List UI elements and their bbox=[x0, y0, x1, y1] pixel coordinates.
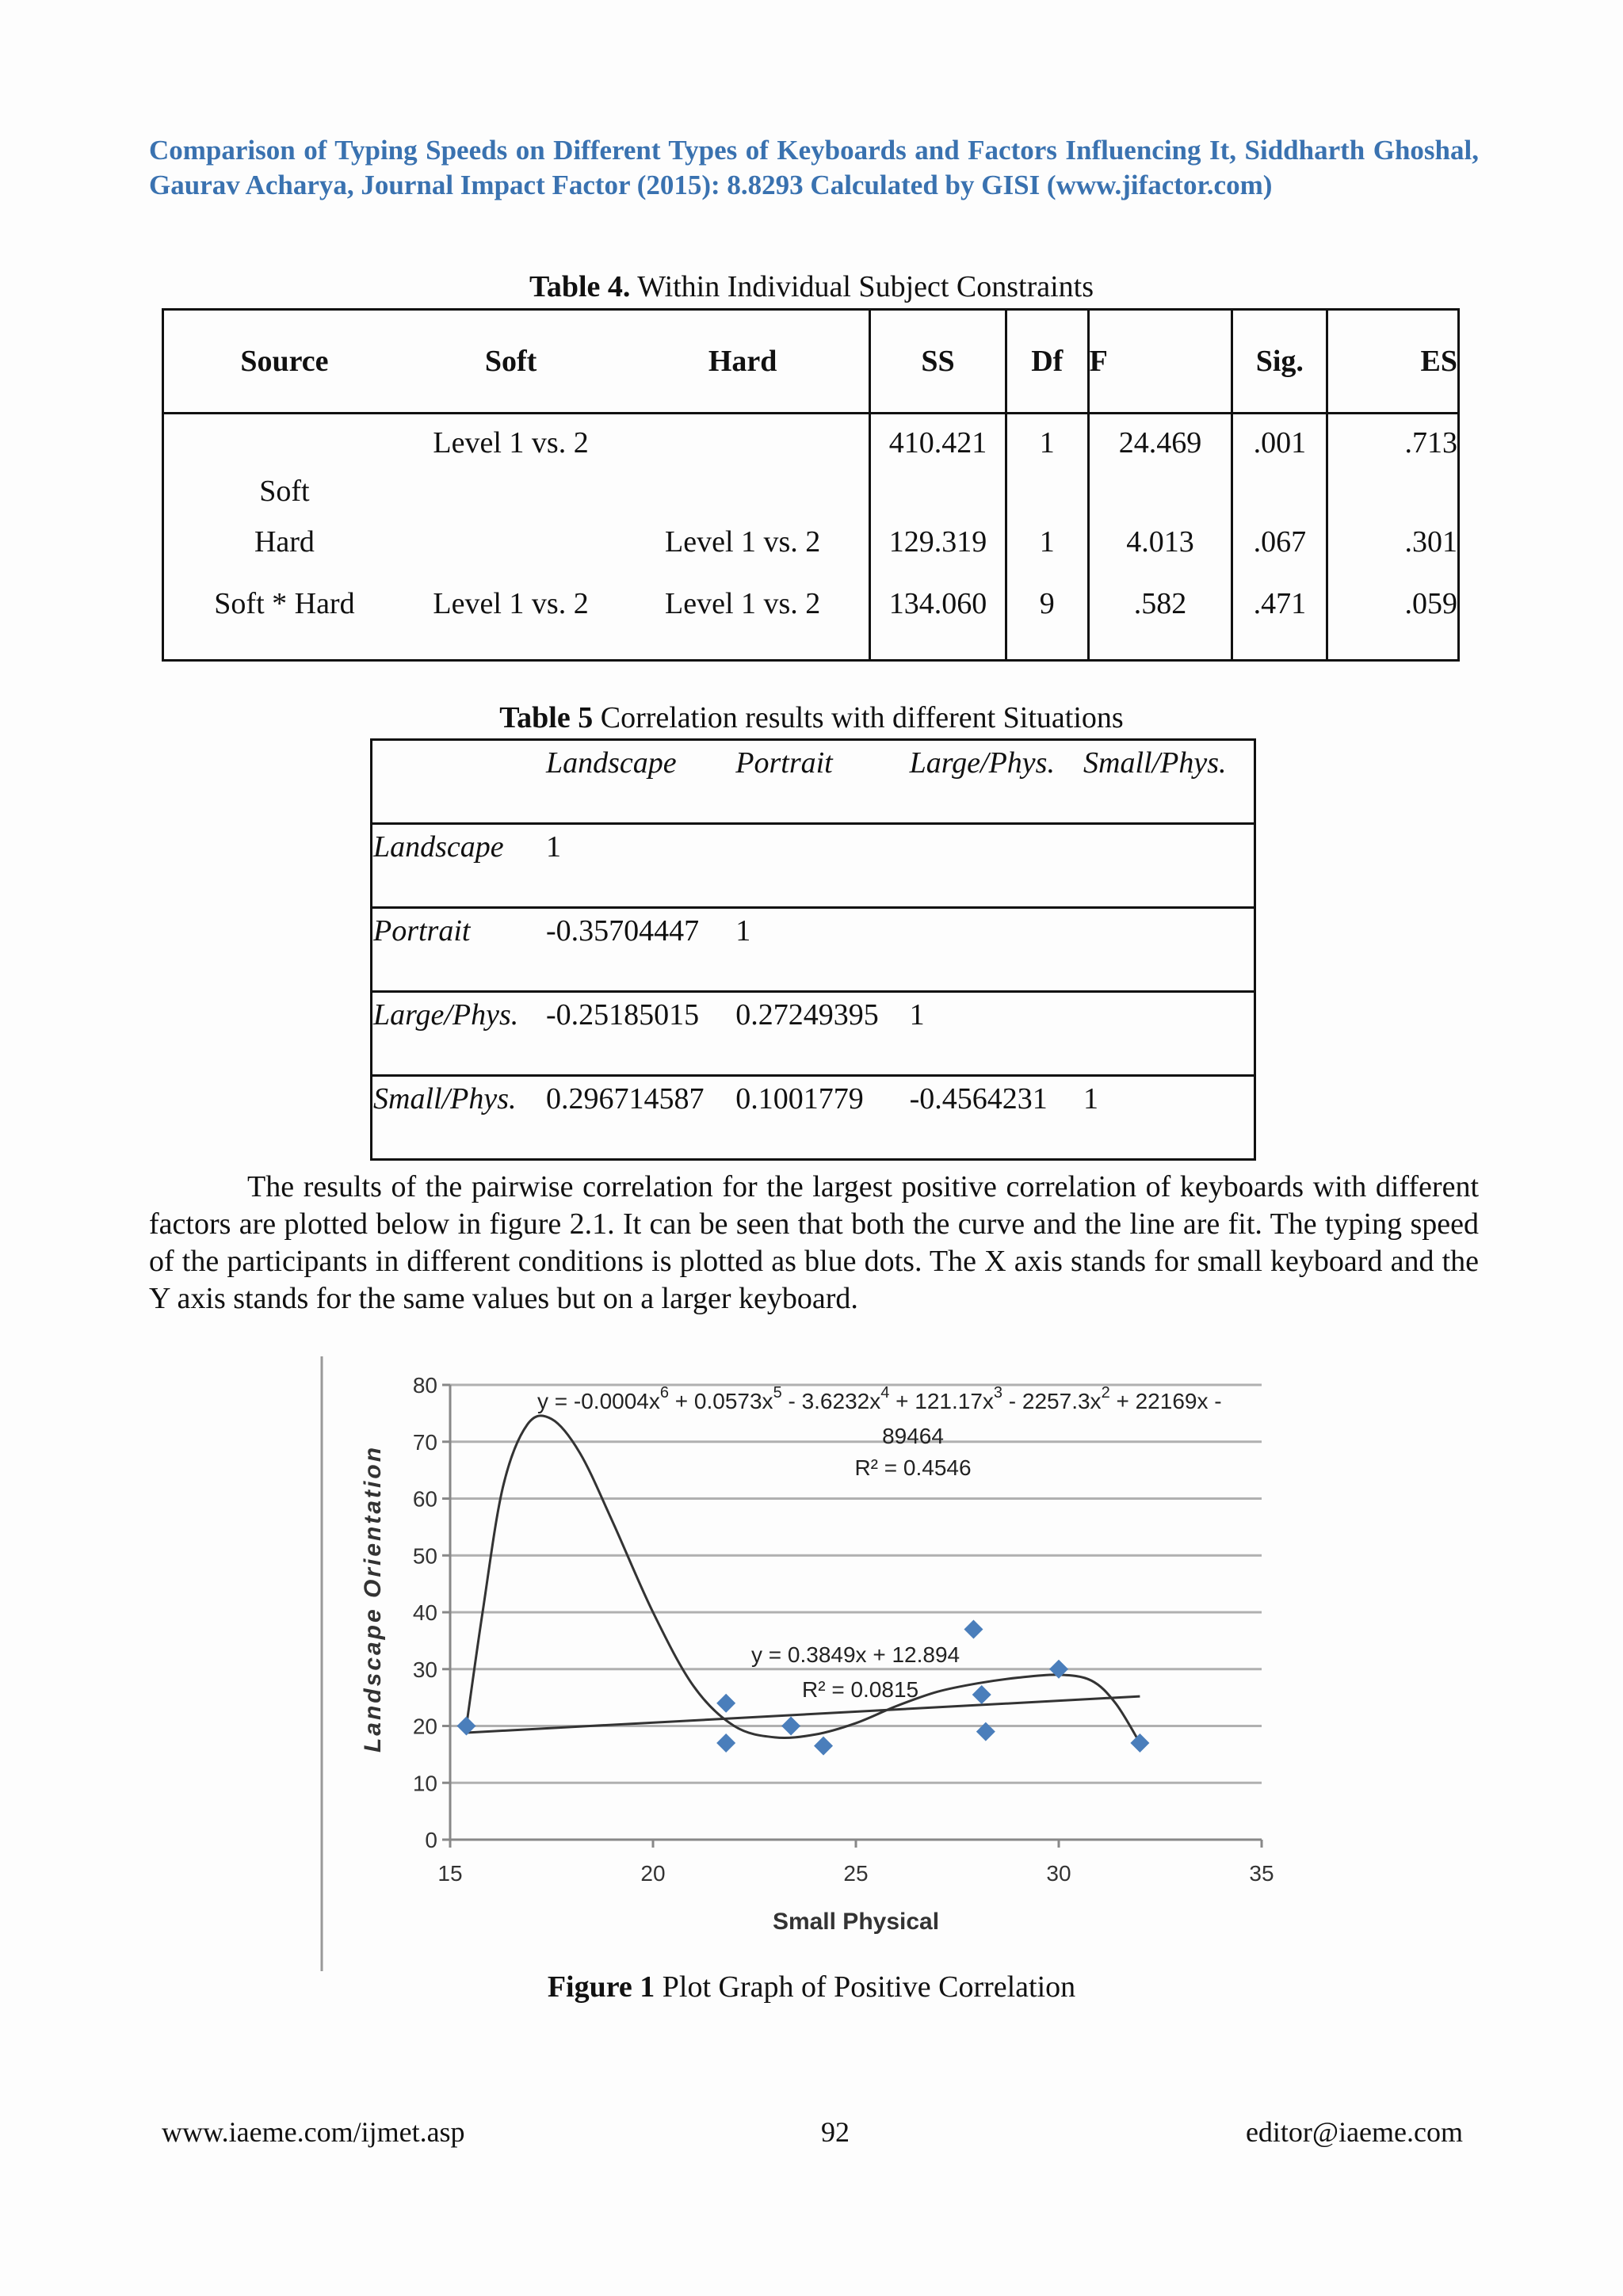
poly-equation: $y = -0.0004x^6 + 0.0573x^5 - 3.6232x^4 + 121.17x^3 - 2257.3x^2 + 22169x$ - bbox=[537, 1384, 1222, 1413]
table-cell: 1 bbox=[909, 992, 1083, 1076]
table-cell: 0.27249395 bbox=[735, 992, 908, 1076]
table-cell bbox=[735, 824, 908, 908]
y-tick-label: 70 bbox=[412, 1429, 437, 1455]
data-point bbox=[964, 1620, 983, 1639]
table4-caption-text: Within Individual Subject Constraints bbox=[637, 270, 1094, 303]
table-cell: -0.4564231 bbox=[909, 1076, 1083, 1160]
table4-header-es: ES bbox=[1327, 310, 1459, 414]
table5-row-label: Large/Phys. bbox=[373, 998, 519, 1032]
table5-header-small-phys: Small/Phys. bbox=[1083, 746, 1227, 780]
data-point bbox=[716, 1733, 735, 1753]
table5-header-large-phys: Large/Phys. bbox=[909, 746, 1055, 780]
y-tick-label: 60 bbox=[412, 1486, 437, 1512]
x-axis-label: Small Physical bbox=[772, 1909, 940, 1935]
table-cell: -0.35704447 bbox=[545, 908, 735, 992]
table4-caption-label: Table 4. bbox=[529, 270, 631, 303]
table4-header-f: F bbox=[1088, 310, 1232, 414]
table-cell: 1 bbox=[1006, 414, 1088, 524]
table-cell bbox=[405, 524, 617, 586]
table-cell: 129.319 bbox=[870, 524, 1006, 586]
figure-caption bbox=[0, 1970, 1623, 2004]
x-tick-label: 15 bbox=[437, 1861, 463, 1886]
table-cell: 1 bbox=[1006, 524, 1088, 586]
table4-header-soft: Soft bbox=[405, 310, 617, 414]
table-cell: 1 bbox=[735, 908, 908, 992]
table-cell: Level 1 vs. 2 bbox=[617, 586, 869, 661]
footer-email: editor@iaeme.com bbox=[1245, 2116, 1463, 2148]
table-cell: 134.060 bbox=[870, 586, 1006, 661]
scatter-chart bbox=[317, 1355, 1316, 1981]
table-cell: Soft bbox=[163, 414, 405, 524]
table5-row-label: Small/Phys. bbox=[373, 1082, 517, 1116]
table-cell bbox=[1083, 908, 1254, 992]
table4-header-ss: SS bbox=[870, 310, 1006, 414]
poly-r-squared: R² = 0.4546 bbox=[854, 1455, 972, 1480]
table-cell: .582 bbox=[1088, 586, 1232, 661]
table5-caption-label: Table 5 bbox=[499, 701, 594, 734]
table-cell: 0.296714587 bbox=[545, 1076, 735, 1160]
table-cell: 4.013 bbox=[1088, 524, 1232, 586]
x-tick-label: 20 bbox=[640, 1861, 666, 1886]
table-cell: Soft * Hard bbox=[163, 586, 405, 661]
table5-caption bbox=[0, 700, 1623, 735]
data-point bbox=[814, 1737, 833, 1756]
table-cell bbox=[1083, 992, 1254, 1076]
table5-caption-text: Correlation results with different Situations bbox=[600, 701, 1124, 734]
data-point bbox=[716, 1694, 735, 1713]
table-cell: .301 bbox=[1327, 524, 1459, 586]
poly-equation-constant: 89464 bbox=[882, 1424, 944, 1448]
table-cell: 1 bbox=[1083, 1076, 1254, 1160]
y-tick-label: 30 bbox=[412, 1657, 437, 1682]
table5-header-landscape: Landscape bbox=[545, 746, 677, 780]
table-cell: -0.25185015 bbox=[545, 992, 735, 1076]
y-tick-label: 40 bbox=[412, 1600, 437, 1625]
table-cell: Level 1 vs. 2 bbox=[617, 524, 869, 586]
table-cell: .471 bbox=[1232, 586, 1327, 661]
table4-header-source: Source bbox=[163, 310, 405, 414]
y-tick-label: 50 bbox=[412, 1543, 437, 1569]
footer-page-number: 92 bbox=[821, 2116, 850, 2148]
x-tick-label: 25 bbox=[843, 1861, 869, 1886]
table-cell: 9 bbox=[1006, 586, 1088, 661]
table-cell: Level 1 vs. 2 bbox=[433, 426, 589, 460]
table5-row-label: Landscape bbox=[373, 830, 504, 864]
figure-caption-text: Plot Graph of Positive Correlation bbox=[662, 1970, 1076, 2004]
table4-header-hard: Hard bbox=[617, 310, 869, 414]
x-tick-label: 30 bbox=[1046, 1861, 1071, 1886]
table4-header-df: Df bbox=[1006, 310, 1088, 414]
y-tick-label: 0 bbox=[425, 1828, 437, 1852]
table-cell: Level 1 vs. 2 bbox=[433, 586, 589, 620]
table-cell bbox=[909, 824, 1083, 908]
body-paragraph: The results of the pairwise correlation for the largest positive correlation of keyboards with different factors are plotted below in figure 2.1. It can be seen that both the curve and the line are fit. The typing speed of the participants in different conditions is plotted as blue dots. The X axis stands for small keyboard and the Y axis stands for the same values but on a larger keyboard. bbox=[149, 1170, 1479, 1315]
data-point bbox=[1130, 1733, 1149, 1753]
table-cell: Hard bbox=[163, 524, 405, 586]
running-header: Comparison of Typing Speeds on Different Types of Keyboards and Factors Influencing It, Siddharth Ghoshal, Gaurav Acharya, Journal Impact Factor (2015): 8.8293 Calculated by GISI (www.jifactor.com) bbox=[149, 135, 1479, 200]
y-tick-label: 10 bbox=[412, 1771, 437, 1796]
table-cell: .001 bbox=[1232, 414, 1327, 524]
table4 bbox=[162, 308, 1460, 662]
table5 bbox=[370, 738, 1256, 1161]
table-cell: 24.469 bbox=[1088, 414, 1232, 524]
table-cell bbox=[372, 740, 545, 824]
table4-caption bbox=[0, 269, 1623, 304]
table5-row-label: Portrait bbox=[373, 914, 471, 948]
table-cell: 1 bbox=[545, 824, 735, 908]
figure-caption-label: Figure 1 bbox=[547, 1970, 655, 2004]
x-tick-label: 35 bbox=[1249, 1861, 1274, 1886]
table-cell: .067 bbox=[1232, 524, 1327, 586]
data-point bbox=[781, 1717, 800, 1736]
table-cell: 0.1001779 bbox=[735, 1076, 908, 1160]
y-tick-label: 80 bbox=[412, 1373, 437, 1398]
table-cell bbox=[617, 414, 869, 524]
linear-equation: y = 0.3849x + 12.894 bbox=[751, 1642, 960, 1667]
table-cell: .059 bbox=[1327, 586, 1459, 661]
footer-website: www.iaeme.com/ijmet.asp bbox=[162, 2116, 465, 2148]
table4-header-sig: Sig. bbox=[1232, 310, 1327, 414]
table-cell bbox=[1083, 824, 1254, 908]
table-cell: .713 bbox=[1327, 414, 1459, 524]
table-cell: 410.421 bbox=[870, 414, 1006, 524]
table-cell bbox=[909, 908, 1083, 992]
linear-r-squared: R² = 0.0815 bbox=[802, 1677, 919, 1702]
table5-header-portrait: Portrait bbox=[735, 746, 833, 780]
y-tick-label: 20 bbox=[412, 1714, 437, 1739]
data-point bbox=[972, 1685, 991, 1704]
y-axis-label: Landscape Orientation bbox=[360, 1444, 386, 1753]
